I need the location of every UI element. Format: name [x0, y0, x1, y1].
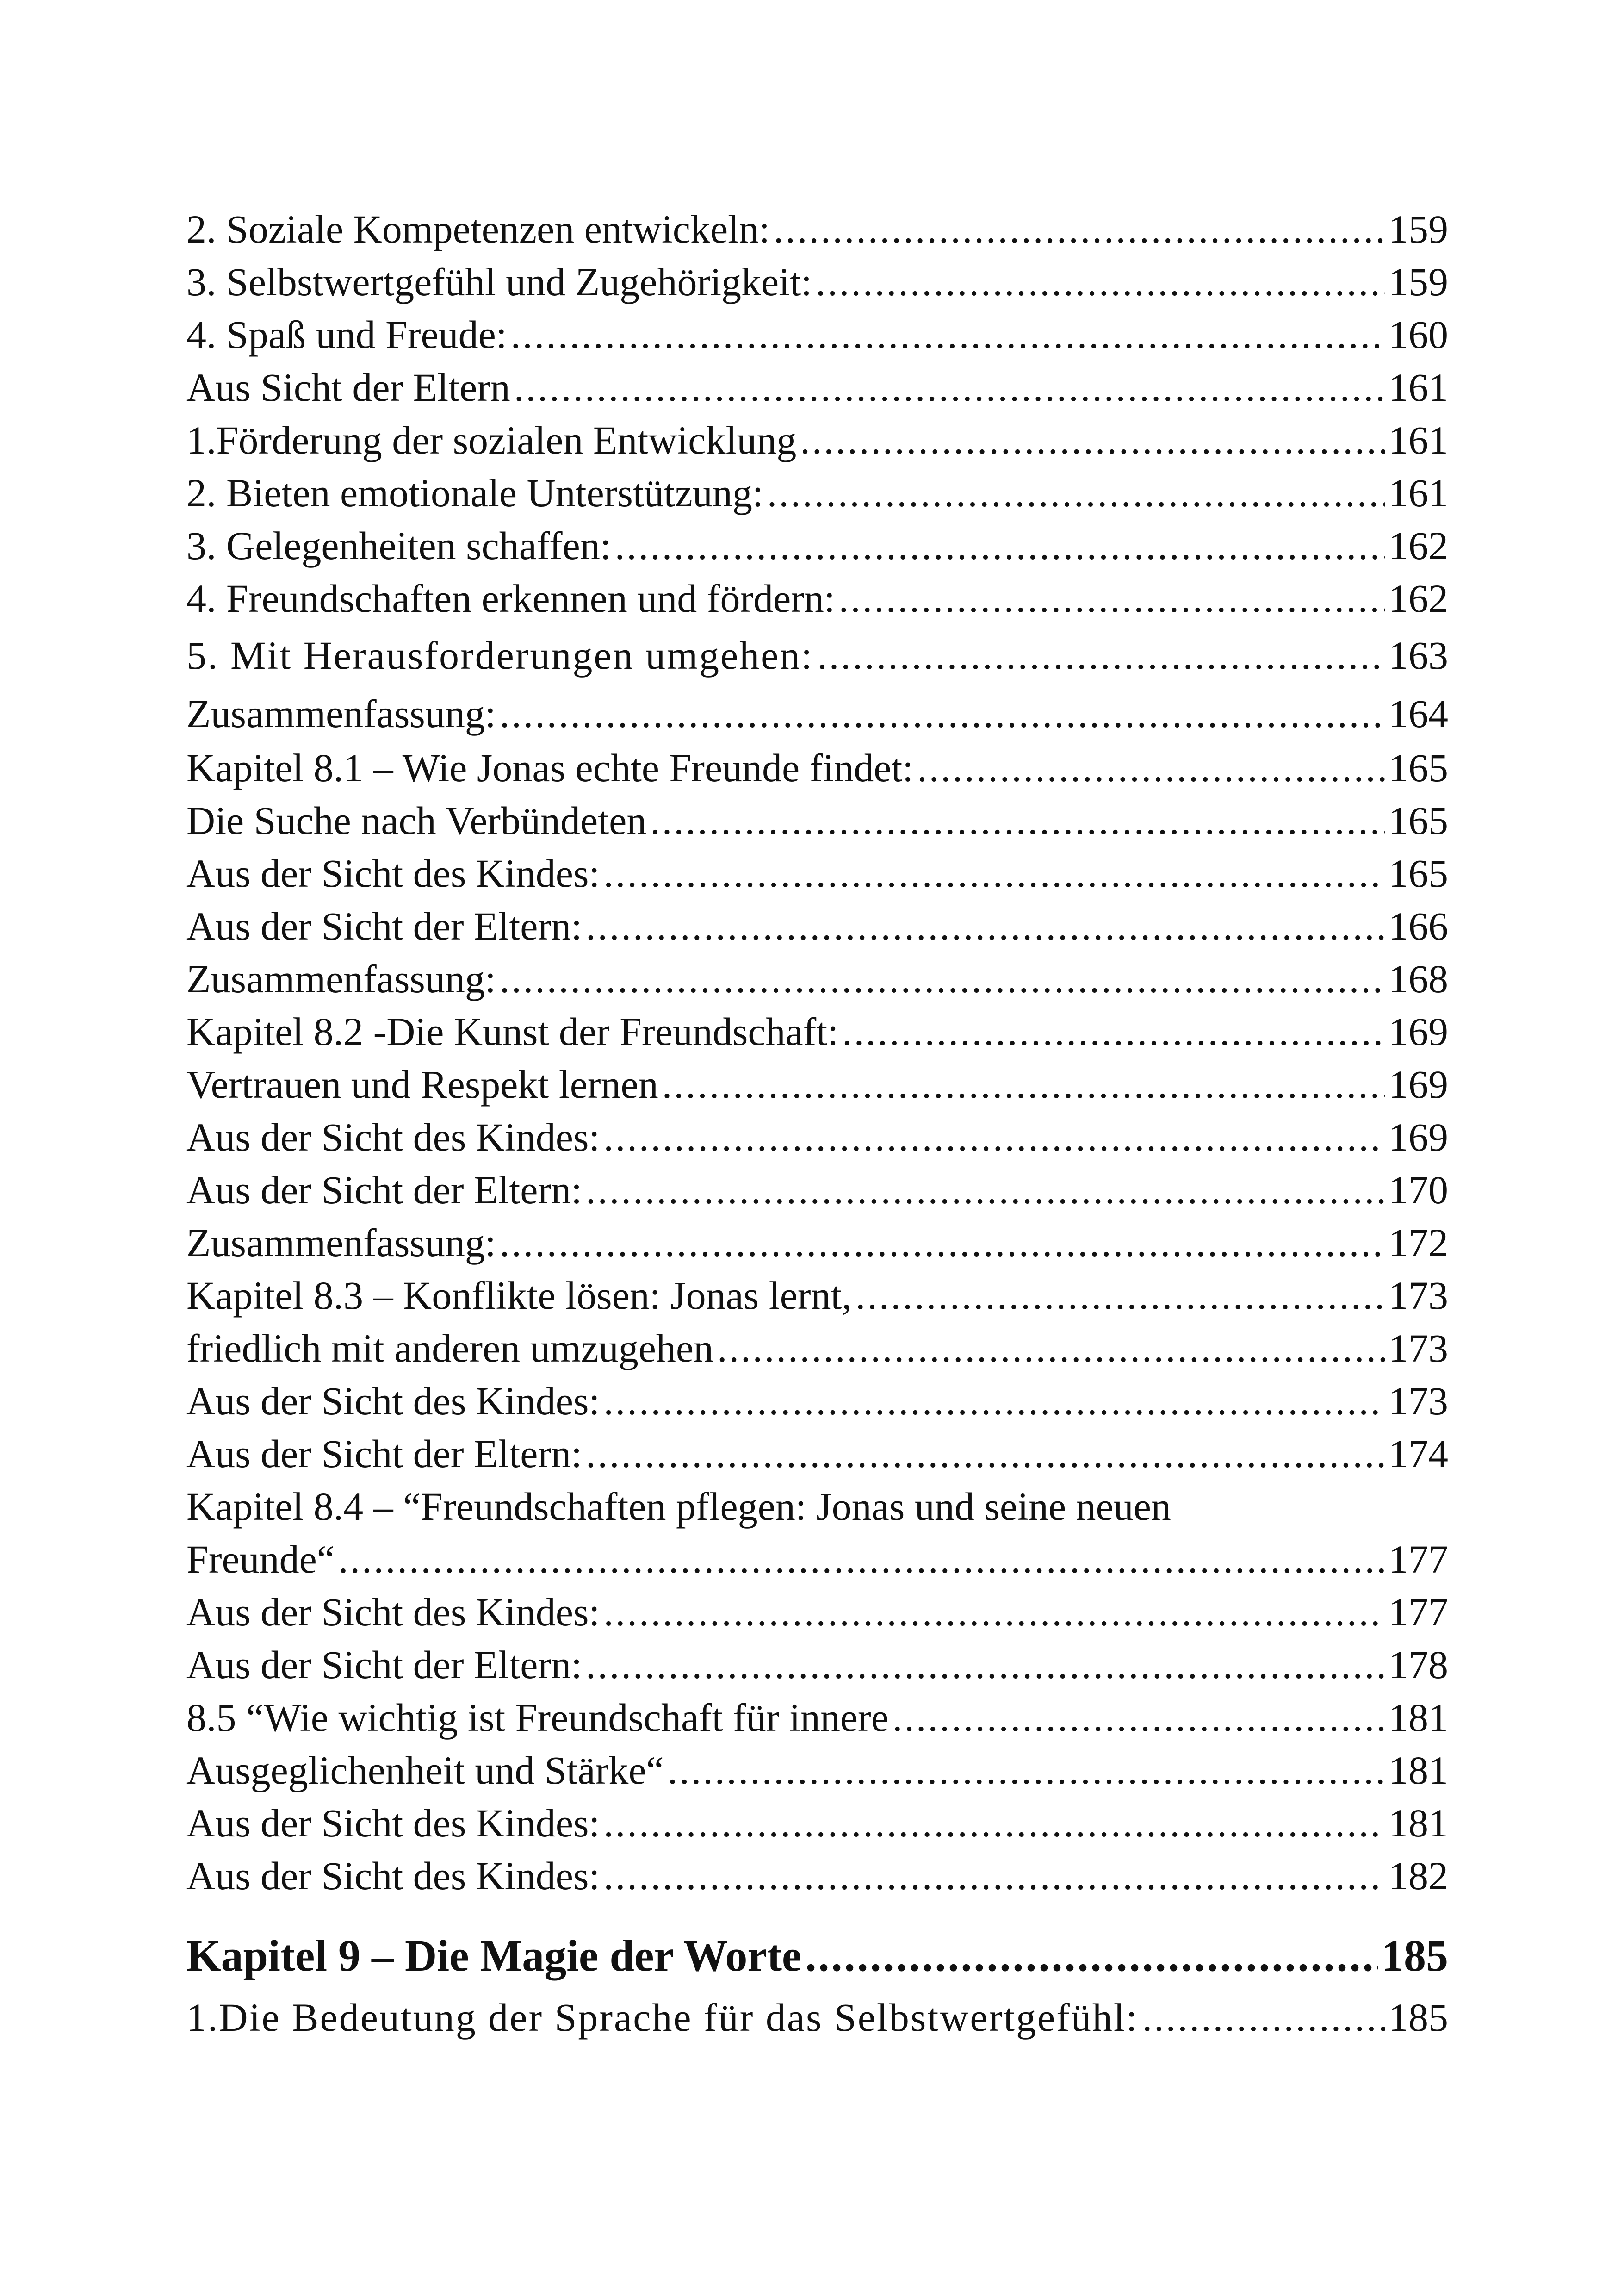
- toc-entry-label: 2. Bieten emotionale Unterstützung:: [186, 471, 763, 515]
- toc-entry-page: 165: [1389, 798, 1448, 843]
- toc-entry: [186, 1058, 1448, 1111]
- dot-leader: [586, 1638, 1385, 1691]
- toc-entry-page: 177: [1389, 1537, 1448, 1581]
- toc-entry: [186, 1375, 1448, 1427]
- dot-leader: [662, 1058, 1385, 1111]
- toc-entry-label: Aus der Sicht des Kindes:: [186, 1854, 600, 1898]
- toc-entry: [186, 1991, 1448, 2044]
- toc-entry-label: Aus der Sicht des Kindes:: [186, 1590, 600, 1634]
- toc-entry-page: 163: [1389, 633, 1448, 678]
- toc-entry-page: 173: [1389, 1326, 1448, 1370]
- dot-leader: [1142, 1991, 1385, 2044]
- toc-entry: [186, 625, 1448, 686]
- dot-leader: [514, 361, 1385, 414]
- dot-leader: [500, 952, 1385, 1005]
- toc-entry-page: 172: [1389, 1220, 1448, 1265]
- toc-entry: [186, 1111, 1448, 1164]
- toc-entry-label: Kapitel 8.4 – “Freundschaften pflegen: Jonas und seine neuen: [186, 1484, 1171, 1529]
- toc-entry-page: 178: [1389, 1643, 1448, 1687]
- dot-leader: [774, 203, 1385, 255]
- toc-entry-label: Vertrauen und Respekt lernen: [186, 1062, 658, 1107]
- dot-leader: [615, 519, 1385, 572]
- toc-entry: [186, 1797, 1448, 1849]
- toc-entry-label: 4. Freundschaften erkennen und fördern:: [186, 576, 835, 621]
- toc-entry-page: 174: [1389, 1431, 1448, 1476]
- toc-entry-page: 173: [1389, 1273, 1448, 1318]
- toc-entry-label: Ausgeglichenheit und Stärke“: [186, 1748, 664, 1792]
- toc-entry-label: Zusammenfassung:: [186, 957, 496, 1001]
- toc-entry: [186, 572, 1448, 625]
- toc-entry-label: Aus der Sicht der Eltern:: [186, 1168, 583, 1212]
- dot-leader: [816, 255, 1385, 308]
- dot-leader: [917, 741, 1385, 794]
- toc-entry-page: 181: [1389, 1695, 1448, 1740]
- dot-leader: [668, 1744, 1385, 1797]
- toc-entry-page: 169: [1389, 1009, 1448, 1054]
- toc-entry: [186, 900, 1448, 952]
- toc-entry-label: Aus der Sicht des Kindes:: [186, 851, 600, 896]
- toc-entry-label: 5. Mit Herausforderungen umgehen:: [186, 633, 814, 678]
- toc-entry-label: Aus der Sicht der Eltern:: [186, 1643, 583, 1687]
- toc-entry: [186, 203, 1448, 255]
- dot-leader: [603, 1797, 1385, 1849]
- toc-entry-label: Zusammenfassung:: [186, 1220, 496, 1265]
- toc-entry-page: 185: [1389, 1995, 1448, 2040]
- toc-entry-page: 165: [1389, 851, 1448, 896]
- toc-entry: [186, 952, 1448, 1005]
- dot-leader: [586, 1164, 1385, 1216]
- toc-entry: [186, 686, 1448, 741]
- dot-leader: [603, 1111, 1385, 1164]
- dot-leader: [603, 1849, 1385, 1902]
- toc-entry-page: 161: [1389, 418, 1448, 462]
- toc-entry-label: Aus der Sicht der Eltern:: [186, 1431, 583, 1476]
- dot-leader: [893, 1691, 1385, 1744]
- toc-entry-page: 177: [1389, 1590, 1448, 1634]
- dot-leader: [586, 1427, 1385, 1480]
- toc-entry-page: 165: [1389, 746, 1448, 790]
- toc-entry-label: Aus der Sicht des Kindes:: [186, 1115, 600, 1159]
- toc-entry-label: 4. Spaß und Freude:: [186, 312, 507, 357]
- toc-entry: [186, 467, 1448, 519]
- toc-entry: [186, 1849, 1448, 1902]
- toc-entry-label: Aus der Sicht der Eltern:: [186, 904, 583, 948]
- toc-entry-page: 164: [1389, 691, 1448, 736]
- toc-entry: [186, 1638, 1448, 1691]
- toc-entry: [186, 847, 1448, 900]
- toc-entry-label: 1.Die Bedeutung der Sprache für das Selbstwertgefühl:: [186, 1995, 1139, 2040]
- toc-entry: [186, 1480, 1448, 1533]
- toc-chapter-label: Kapitel 9 – Die Magie der Worte: [186, 1931, 802, 1980]
- toc-entry-label: Zusammenfassung:: [186, 691, 496, 736]
- toc-entry-page: 162: [1389, 576, 1448, 621]
- toc-entry-label: 3. Selbstwertgefühl und Zugehörigkeit:: [186, 260, 812, 304]
- toc-entry-label: 2. Soziale Kompetenzen entwickeln:: [186, 207, 770, 251]
- dot-leader: [842, 1005, 1385, 1058]
- toc-entry-page: 169: [1389, 1115, 1448, 1159]
- toc-entry-label: Aus der Sicht des Kindes:: [186, 1379, 600, 1423]
- toc-entry: [186, 308, 1448, 361]
- dot-leader: [650, 794, 1385, 847]
- toc-entry-page: 159: [1389, 260, 1448, 304]
- dot-leader: [603, 1375, 1385, 1427]
- toc-entry-label: Kapitel 8.1 – Wie Jonas echte Freunde findet:: [186, 746, 914, 790]
- toc-entry: [186, 1533, 1448, 1586]
- dot-leader: [817, 625, 1385, 686]
- table-of-contents: [186, 203, 1448, 2044]
- toc-entry: [186, 1269, 1448, 1322]
- toc-entry-label: Aus Sicht der Eltern: [186, 365, 510, 410]
- toc-entry-page: 170: [1389, 1168, 1448, 1212]
- toc-entry: [186, 1427, 1448, 1480]
- dot-leader: [717, 1322, 1385, 1375]
- toc-entry-page: 162: [1389, 523, 1448, 568]
- toc-entry: [186, 741, 1448, 794]
- dot-leader: [839, 572, 1385, 625]
- dot-leader: [500, 686, 1385, 741]
- toc-entry-page: 169: [1389, 1062, 1448, 1107]
- dot-leader: [603, 847, 1385, 900]
- toc-entry: [186, 1691, 1448, 1744]
- toc-entry-label: Die Suche nach Verbündeten: [186, 798, 647, 843]
- toc-entry: [186, 1005, 1448, 1058]
- dot-leader: [855, 1269, 1385, 1322]
- toc-entry: [186, 1322, 1448, 1375]
- toc-entry-label: Aus der Sicht des Kindes:: [186, 1801, 600, 1845]
- dot-leader: [511, 308, 1385, 361]
- toc-entry: [186, 794, 1448, 847]
- toc-entry-page: 182: [1389, 1854, 1448, 1898]
- toc-entry-page: 166: [1389, 904, 1448, 948]
- dot-leader: [338, 1533, 1385, 1586]
- toc-entry-page: 160: [1389, 312, 1448, 357]
- toc-entry: [186, 1586, 1448, 1638]
- toc-entry-page: 159: [1389, 207, 1448, 251]
- toc-entry: [186, 361, 1448, 414]
- dot-leader: [603, 1586, 1385, 1638]
- dot-leader: [800, 414, 1385, 467]
- toc-entry-page: 181: [1389, 1801, 1448, 1845]
- toc-chapter-page: 185: [1382, 1931, 1448, 1980]
- toc-entry: [186, 1216, 1448, 1269]
- dot-leader: [767, 467, 1385, 519]
- toc-entry: [186, 255, 1448, 308]
- toc-chapter-heading: [186, 1921, 1448, 1991]
- toc-entry-label: 1.Förderung der sozialen Entwicklung: [186, 418, 797, 462]
- toc-entry: [186, 414, 1448, 467]
- toc-entry-label: friedlich mit anderen umzugehen: [186, 1326, 714, 1370]
- toc-entry: [186, 519, 1448, 572]
- toc-entry-page: 161: [1389, 365, 1448, 410]
- dot-leader: [586, 900, 1385, 952]
- dot-leader: [806, 1921, 1378, 1991]
- toc-entry-label: Kapitel 8.3 – Konflikte lösen: Jonas lernt,: [186, 1273, 852, 1318]
- toc-entry-page: 173: [1389, 1379, 1448, 1423]
- toc-entry-page: 161: [1389, 471, 1448, 515]
- toc-entry-label: Kapitel 8.2 -Die Kunst der Freundschaft:: [186, 1009, 839, 1054]
- toc-entry-label: 8.5 “Wie wichtig ist Freundschaft für innere: [186, 1695, 889, 1740]
- toc-entry: [186, 1744, 1448, 1797]
- toc-entry-page: 168: [1389, 957, 1448, 1001]
- toc-entry: [186, 1164, 1448, 1216]
- dot-leader: [500, 1216, 1385, 1269]
- toc-entry-page: 181: [1389, 1748, 1448, 1792]
- toc-entry-label: Freunde“: [186, 1537, 335, 1581]
- toc-entry-label: 3. Gelegenheiten schaffen:: [186, 523, 611, 568]
